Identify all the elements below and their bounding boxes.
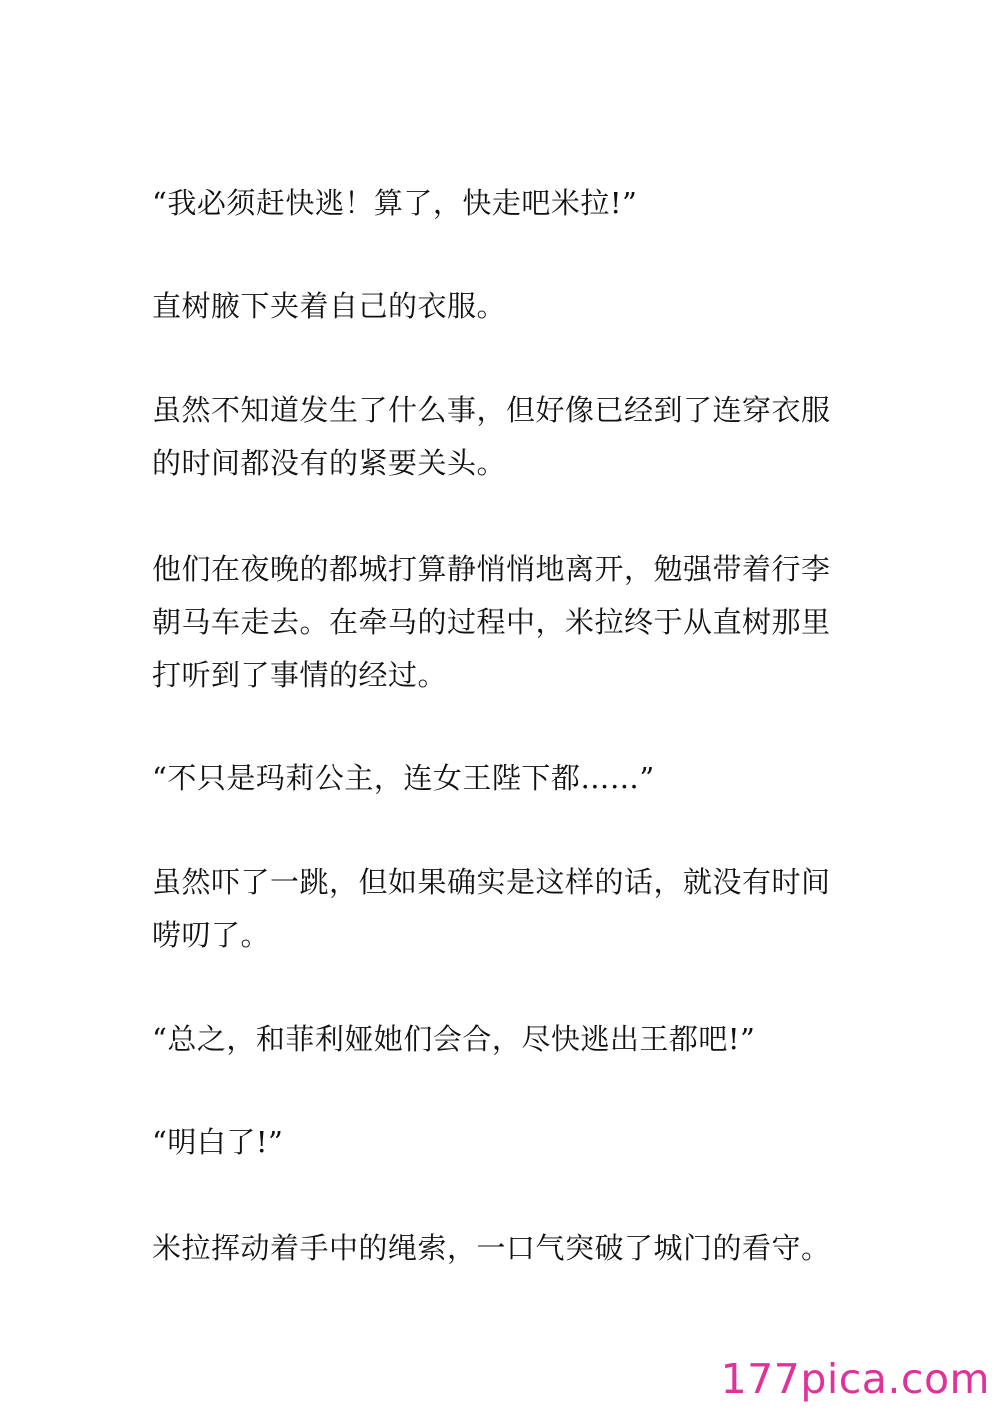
paragraph-8 [152, 1116, 872, 1169]
paragraph-4 [152, 543, 872, 702]
text-line: “不只是玛莉公主，连女王陛下都……” [152, 761, 655, 795]
watermark-text: 177pica.com [720, 1355, 990, 1403]
text-line: 打听到了事情的经过。 [152, 658, 448, 692]
text-line: 唠叨了。 [152, 918, 271, 952]
paragraph-1 [152, 177, 872, 230]
paragraph-5 [152, 752, 872, 805]
paragraph-7 [152, 1013, 872, 1066]
text-line: 米拉挥动着手中的绳索，一口气突破了城门的看守。 [152, 1231, 831, 1265]
text-line: 他们在夜晚的都城打算静悄悄地离开，勉强带着行李 [152, 552, 831, 586]
text-line: 虽然吓了一跳，但如果确实是这样的话，就没有时间 [152, 865, 831, 899]
paragraph-6 [152, 856, 872, 962]
text-line: 的时间都没有的紧要关头。 [152, 446, 507, 480]
paragraph-2 [152, 280, 872, 333]
text-line: “明白了!” [152, 1125, 284, 1159]
text-line: 朝马车走去。在牵马的过程中，米拉终于从直树那里 [152, 605, 831, 639]
text-line: “我必须赶快逃！算了，快走吧米拉!” [152, 186, 638, 220]
text-line: “总之，和菲利娅她们会合，尽快逃出王都吧!” [152, 1022, 756, 1056]
paragraph-3 [152, 384, 872, 490]
text-line: 虽然不知道发生了什么事，但好像已经到了连穿衣服 [152, 393, 831, 427]
paragraph-9 [152, 1222, 872, 1275]
text-line: 直树腋下夹着自己的衣服。 [152, 289, 507, 323]
